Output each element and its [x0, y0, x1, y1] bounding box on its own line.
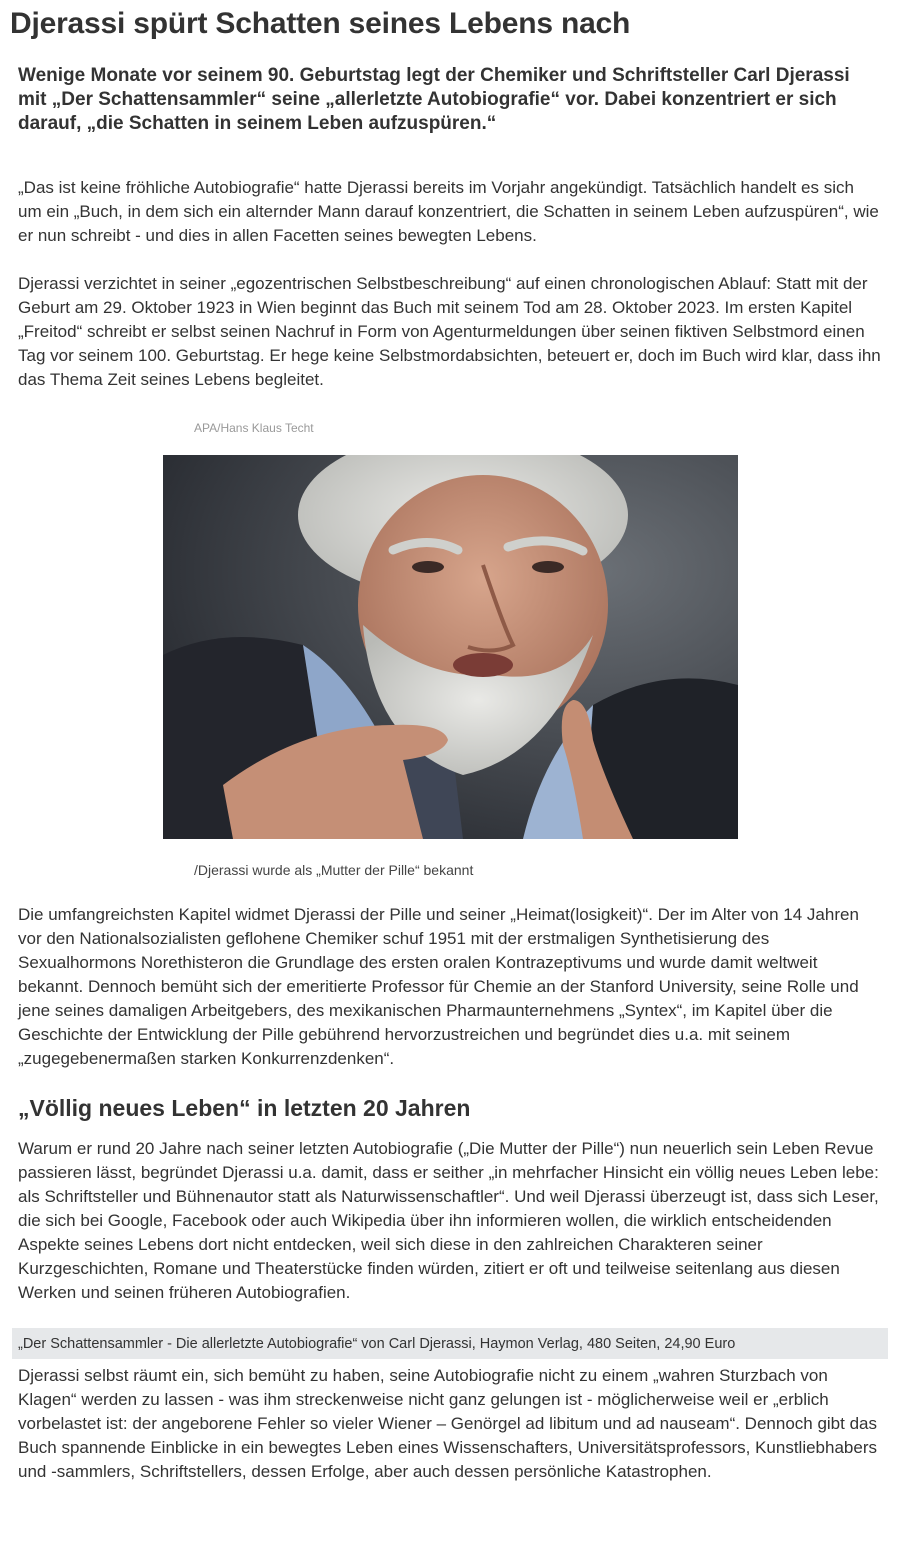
- body-paragraph-2: Djerassi verzichtet in seiner „egozentrischen Selbstbeschreibung“ auf einen chronologischen Ablauf: Statt mit der Geburt am 29. Oktober 1923 in Wien beginnt das Buch mit seinem Tod am 28. Oktober 2023. Im ersten Kapitel „Freitod“ schreibt er selbst seinen Nachruf in Form von Agenturmeldungen über seinen fiktiven Selbstmord einen Tag vor seinem 100. Geburtstag. Er hege keine Selbstmordabsichten, beteuert er, doch im Buch wird klar, dass ihn das Thema Zeit seines Lebens begleitet.: [18, 274, 881, 389]
- body-paragraph-4: Warum er rund 20 Jahre nach seiner letzten Autobiografie („Die Mutter der Pille“) nun neuerlich sein Leben Revue passieren lässt, begründet Djerassi u.a. damit, dass er seither „in mehrfacher Hinsicht ein völlig neues Leben lebe: als Schriftsteller und Bühnenautor statt als Naturwissenschaftler“. Und weil Djerassi überzeugt ist, dass sich Leser, die sich bei Google, Facebook oder auch Wikipedia über ihn informieren wollen, die wirklich entscheidenden Aspekte seines Lebens dort nicht entdecken, weil sich diese in den zahlreichen Charakteren seiner Kurzgeschichten, Romane und Theaterstücke finden würden, zitiert er oft und teilweise seitenlang aus diesen Werken und seinen früheren Autobiografien.: [18, 1139, 879, 1302]
- article-title: Djerassi spürt Schatten seines Lebens nach: [10, 7, 631, 40]
- body-paragraph-5: Djerassi selbst räumt ein, sich bemüht zu haben, seine Autobiografie nicht zu einem „wahren Sturzbach von Klagen“ werden zu lassen - was ihm streckenweise nicht ganz gelungen ist - möglicherweise weil er „erblich vorbelastet ist: der angeborene Fehler so vieler Wiener – Genörgel ad libitum und ad nauseam“. Dennoch gibt das Buch spannende Einblicke in ein bewegtes Leben eines Wissenschafters, Universitätsprofessors, Kunstliebhabers und -sammlers, Schriftstellers, dessen Erfolge, aber auch dessen persönliche Katastrophen.: [18, 1366, 877, 1481]
- section-heading: „Völlig neues Leben“ in letzten 20 Jahren: [18, 1095, 471, 1121]
- article-lead: Wenige Monate vor seinem 90. Geburtstag legt der Chemiker und Schriftsteller Carl Djerassi mit „Der Schattensammler“ seine „allerletzte Autobiografie“ vor. Dabei konzentriert er sich darauf, „die Schatten in seinem Leben aufzuspüren.“: [18, 65, 850, 134]
- body-paragraph-1: „Das ist keine fröhliche Autobiografie“ hatte Djerassi bereits im Vorjahr angekündigt. Tatsächlich handelt es sich um ein „Buch, in dem sich ein alternder Mann darauf konzentriert, die Schatten in seinem Leben aufzuspüren“, wie er nun schreibt - und dies in allen Facetten seines bewegten Lebens.: [18, 178, 879, 245]
- book-info-box: „Der Schattensammler - Die allerletzte Autobiografie“ von Carl Djerassi, Haymon Verlag, 480 Seiten, 24,90 Euro: [12, 1328, 888, 1359]
- photo-credit: APA/Hans Klaus Techt: [194, 421, 314, 435]
- body-paragraph-3: Die umfangreichsten Kapitel widmet Djerassi der Pille und seiner „Heimat(losigkeit)“. Der im Alter von 14 Jahren vor den Nationalsozialisten geflohene Chemiker schuf 1951 mit der erstmaligen Synthetisierung des Sexualhormons Norethisteron die Grundlage des ersten oralen Kontrazeptivums und wurde damit weltweit bekannt. Dennoch bemüht sich der emeritierte Professor für Chemie an der Stanford University, seine Rolle und jene seines damaligen Arbeitgebers, des mexikanischen Pharmaunternehmens „Syntex“, im Kapitel über die Geschichte der Entwicklung der Pille gebührend hervorzustreichen und begründet dies u.a. mit seinem „zugegebenermaßen starken Konkurrenzdenken“.: [18, 905, 859, 1068]
- article-photo: [163, 455, 738, 839]
- photo-caption: /Djerassi wurde als „Mutter der Pille“ bekannt: [194, 862, 474, 878]
